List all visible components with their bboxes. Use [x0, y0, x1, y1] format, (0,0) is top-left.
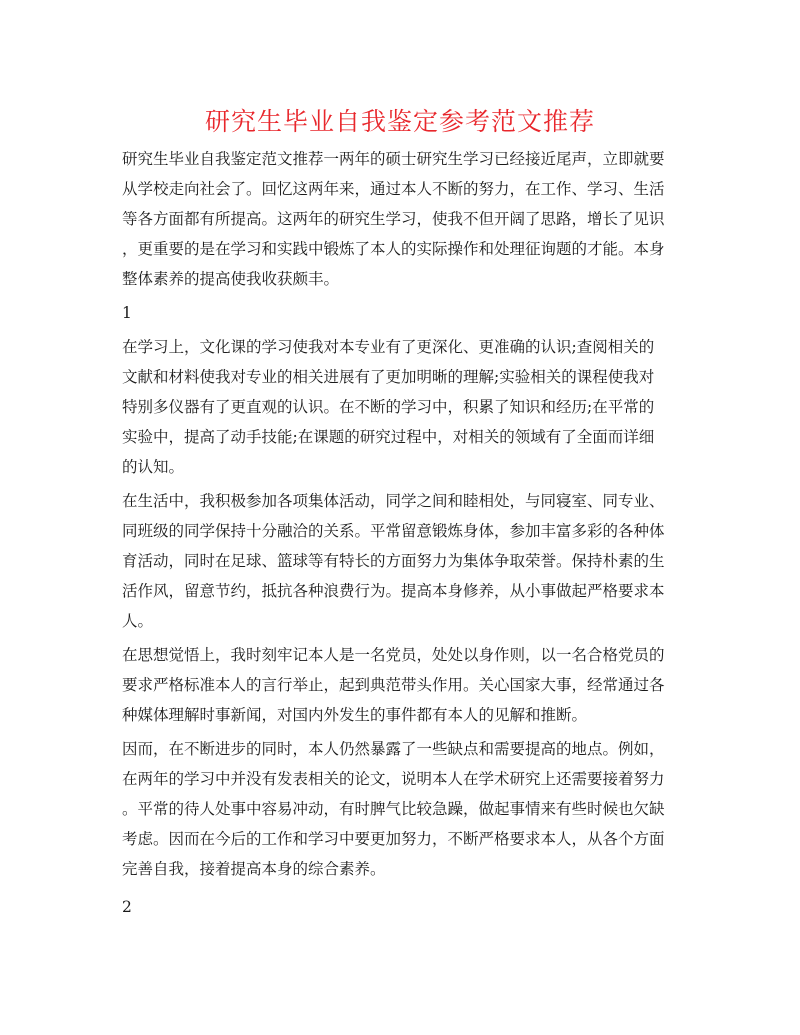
text-line: 等各方面都有所提高。这两年的研究生学习，使我不但开阔了思路，增长了见识 [122, 210, 665, 228]
text-line: 文献和材料使我对专业的相关进展有了更加明晰的理解;实验相关的课程使我对 [122, 368, 655, 386]
document-body [122, 144, 700, 926]
text-line: 在生活中，我积极参加各项集体活动，同学之间和睦相处，与同寝室、同专业、 [122, 492, 665, 510]
text-line: 完善自我，接着提高本身的综合素养。 [122, 860, 386, 878]
text-line: 。平常的待人处事中容易冲动，有时脾气比较急躁，做起事情来有些时候也欠缺 [122, 800, 665, 818]
text-line: 整体素养的提高使我收获颇丰。 [122, 270, 340, 288]
text-line: 研究生毕业自我鉴定范文推荐一两年的硕士研究生学习已经接近尾声，立即就要 [122, 150, 665, 168]
text-line: 实验中，提高了动手技能;在课题的研究过程中，对相关的领域有了全面而详细 [122, 428, 655, 446]
text-line: 要求严格标准本人的言行举止，起到典范带头作用。关心国家大事，经常通过各 [122, 676, 665, 694]
text-line: ，更重要的是在学习和实践中锻炼了本人的实际操作和处理征询题的才能。本身 [122, 240, 665, 258]
paragraph-life [122, 486, 700, 636]
text-line: 从学校走向社会了。回忆这两年来，通过本人不断的努力，在工作、学习、生活 [122, 180, 665, 198]
paragraph-study [122, 332, 700, 482]
text-line: 考虑。因而在今后的工作和学习中要更加努力，不断严格要求本人，从各个方面 [122, 830, 665, 848]
paragraph-intro [122, 144, 700, 294]
text-line: 活作风，留意节约，抵抗各种浪费行为。提高本身修养，从小事做起严格要求本 [122, 582, 665, 600]
text-line: 在思想觉悟上，我时刻牢记本人是一名党员，处处以身作则，以一名合格党员的 [122, 646, 665, 664]
text-line: 同班级的同学保持十分融洽的关系。平常留意锻炼身体，参加丰富多彩的各种体 [122, 522, 665, 540]
text-line: 在学习上，文化课的学习使我对本专业有了更深化、更准确的认识;查阅相关的 [122, 338, 655, 356]
paragraph-ideology [122, 640, 700, 730]
text-line: 种媒体理解时事新闻，对国内外发生的事件都有本人的见解和推断。 [122, 706, 588, 724]
text-line: 人。 [122, 612, 154, 630]
text-line: 的认知。 [122, 458, 185, 476]
text-line: 育活动，同时在足球、篮球等有特长的方面努力为集体争取荣誉。保持朴素的生 [122, 552, 665, 570]
text-line: 在两年的学习中并没有发表相关的论文，说明本人在学术研究上还需要接着努力 [122, 770, 665, 788]
document-title: 研究生毕业自我鉴定参考范文推荐 [204, 107, 595, 136]
page-number: 2 [122, 898, 132, 916]
page-number: 1 [122, 304, 132, 322]
text-line: 因而，在不断进步的同时，本人仍然暴露了一些缺点和需要提高的地点。例如， [122, 740, 665, 758]
paragraph-shortcomings [122, 734, 700, 884]
text-line: 特别多仪器有了更直观的认识。在不断的学习中，积累了知识和经历;在平常的 [122, 398, 655, 416]
